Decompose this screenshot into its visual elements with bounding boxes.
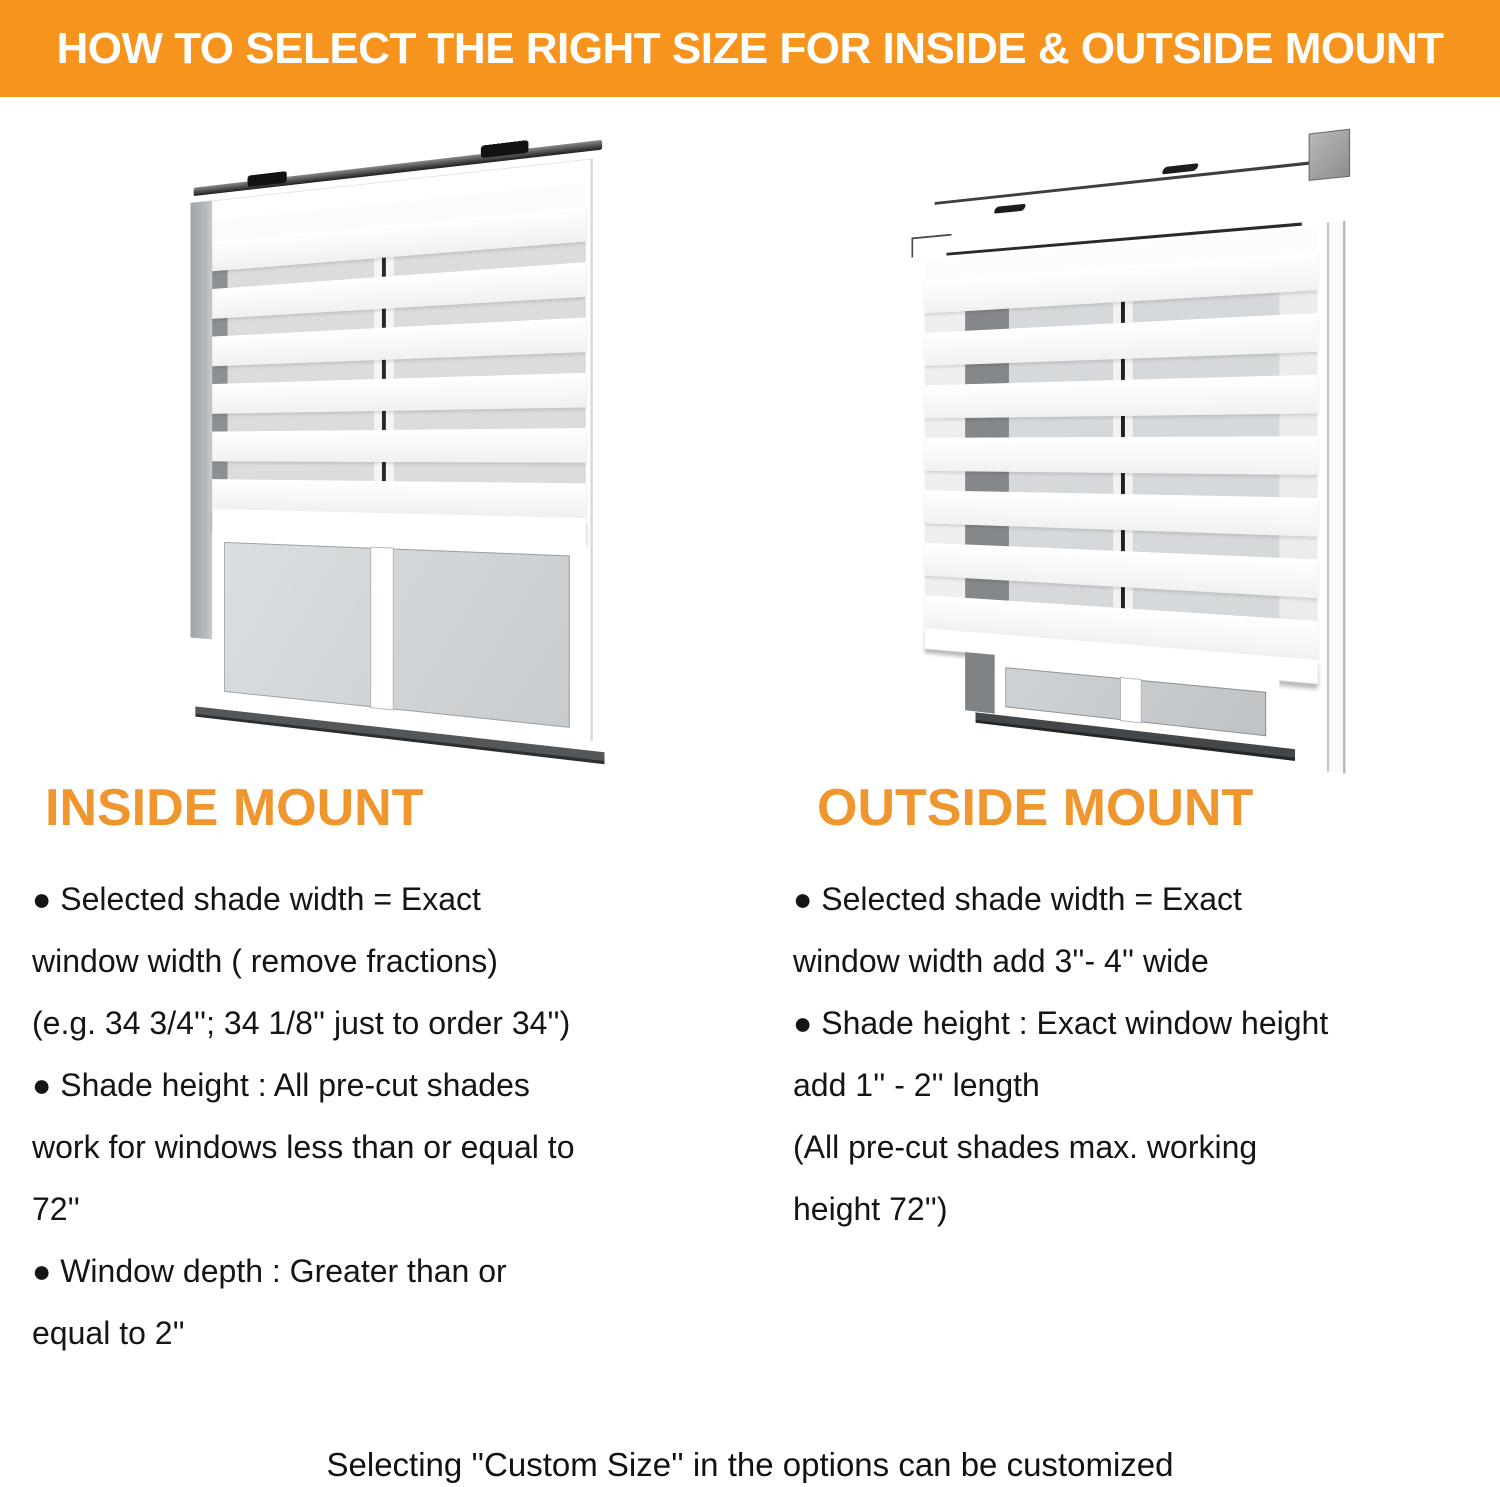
- screw-mark: [994, 204, 1027, 214]
- outside-mount-illustration: [903, 148, 1337, 746]
- shade-band: [212, 428, 586, 463]
- zebra-shade: [212, 183, 586, 541]
- spec-line: ● Selected shade width = Exact: [793, 881, 1242, 917]
- spec-line: (All pre-cut shades max. working: [793, 1129, 1258, 1165]
- outside-mount-heading: OUTSIDE MOUNT: [817, 779, 1254, 837]
- side-channel: [1327, 221, 1346, 774]
- banner-title: HOW TO SELECT THE RIGHT SIZE FOR INSIDE & OUTSIDE MOUNT: [56, 24, 1444, 73]
- spec-line: 72'': [32, 1191, 80, 1227]
- banner: [0, 0, 1500, 97]
- spec-line: work for windows less than or equal to: [32, 1129, 575, 1165]
- spec-line: window width ( remove fractions): [32, 943, 498, 979]
- spec-line: ● Shade height : All pre-cut shades: [32, 1067, 530, 1103]
- spec-line: window width add 3''- 4'' wide: [793, 943, 1209, 979]
- zebra-shade: [925, 251, 1318, 683]
- spec-line: equal to 2'': [32, 1315, 185, 1351]
- glass-mullion: [371, 548, 393, 710]
- glass-mullion: [1121, 678, 1141, 722]
- spec-line: add 1'' - 2'' length: [793, 1067, 1040, 1103]
- window-left-jamb: [190, 200, 212, 639]
- inside-mount-specs: [32, 868, 772, 1364]
- outside-mount-scene: [925, 120, 1353, 775]
- screw-mark: [1162, 163, 1200, 174]
- inside-mount-scene: [190, 131, 602, 775]
- window-glass: [212, 528, 586, 744]
- mounting-rail-line: [935, 159, 1336, 205]
- footer-note: Selecting ''Custom Size'' in the options can be customized: [326, 1446, 1174, 1483]
- outside-mount-specs: [793, 868, 1493, 1240]
- spec-line: ● Selected shade width = Exact: [32, 881, 481, 917]
- spec-line: height 72''): [793, 1191, 948, 1227]
- shade-band: [925, 436, 1318, 475]
- spec-line: ● Window depth : Greater than or: [32, 1253, 507, 1289]
- window-left-jamb: [965, 652, 995, 713]
- mount-bracket: [1309, 129, 1350, 181]
- inside-mount-illustration: [170, 158, 588, 748]
- inside-mount-heading: INSIDE MOUNT: [45, 779, 424, 837]
- spec-line: (e.g. 34 3/4''; 34 1/8'' just to order 34''): [32, 1005, 571, 1041]
- spec-line: ● Shade height : Exact window height: [793, 1005, 1329, 1041]
